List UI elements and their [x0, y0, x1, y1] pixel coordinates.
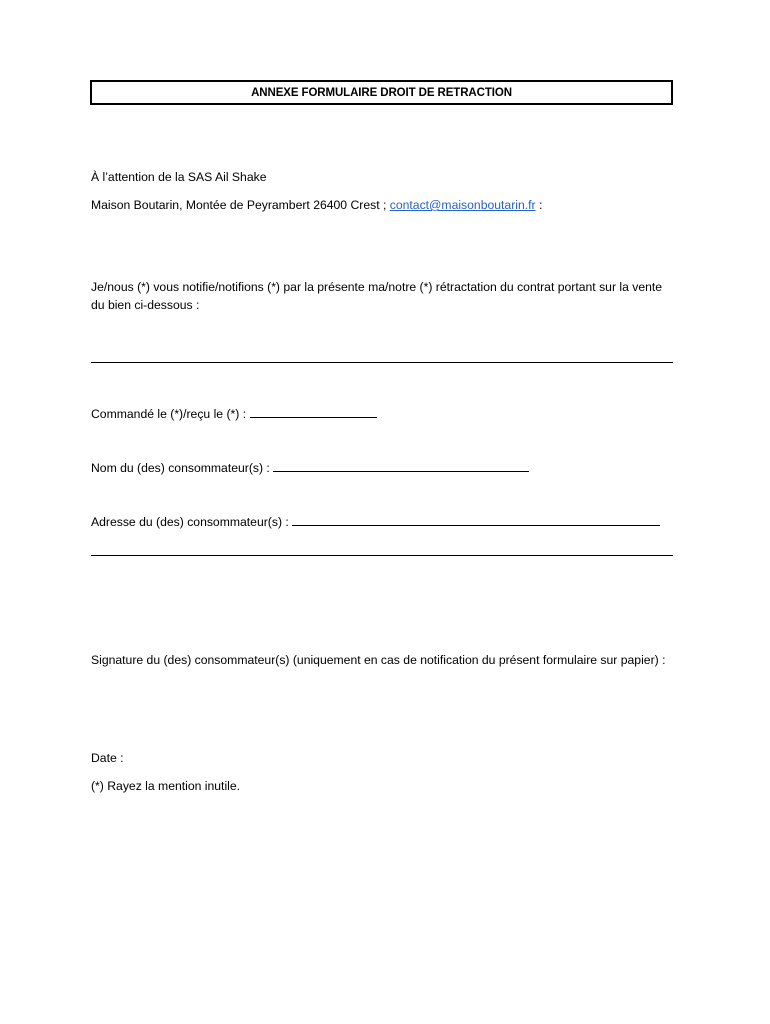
- ordered-date-blank[interactable]: [250, 406, 377, 418]
- consumer-address-line: [91, 514, 660, 530]
- signature-text: Signature du (des) consommateur(s) (uniquement en cas de notification du présent formulaire sur papier) :: [91, 653, 666, 667]
- ordered-line: [91, 406, 377, 422]
- retraction-notice: Je/nous (*) vous notifie/notifions (*) par la présente ma/notre (*) rétractation du contrat portant sur la vente du bien ci-dessous :: [91, 280, 663, 312]
- email-link[interactable]: contact@maisonboutarin.fr: [389, 198, 536, 212]
- date-label: Date :: [91, 751, 124, 765]
- address-suffix: :: [535, 198, 543, 212]
- footnote: (*) Rayez la mention inutile.: [91, 779, 241, 793]
- name-line: [91, 460, 529, 476]
- consumer-address-blank-2[interactable]: [91, 555, 673, 556]
- attention-line: À l’attention de la SAS Ail Shake: [91, 170, 267, 184]
- address-text: Maison Boutarin, Montée de Peyrambert 26400 Crest ;: [91, 198, 390, 212]
- ordered-label: Commandé le (*)/reçu le (*) :: [91, 407, 250, 421]
- name-blank[interactable]: [273, 460, 529, 472]
- title-box: [90, 80, 673, 105]
- goods-blank-line[interactable]: [91, 362, 673, 363]
- name-label: Nom du (des) consommateur(s) :: [91, 461, 274, 475]
- consumer-address-blank[interactable]: [292, 514, 660, 526]
- document-title: ANNEXE FORMULAIRE DROIT DE RETRACTION: [251, 86, 512, 99]
- address-line: [91, 197, 542, 213]
- consumer-address-label: Adresse du (des) consommateur(s) :: [91, 515, 293, 529]
